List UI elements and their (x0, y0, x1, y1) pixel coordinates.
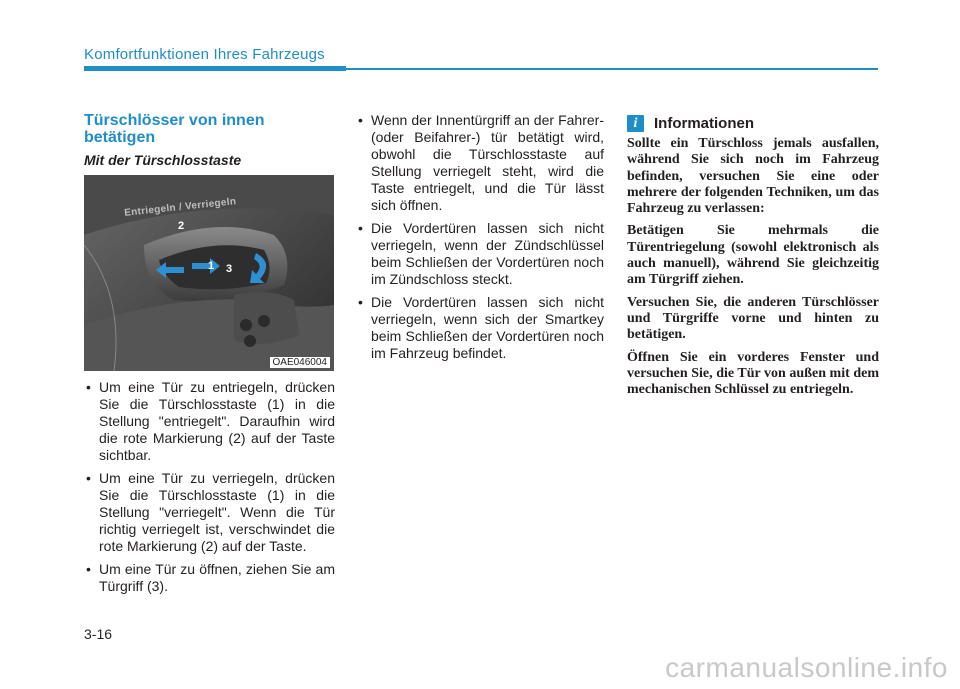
header-title: Komfortfunktionen Ihres Fahrzeugs (84, 46, 325, 63)
info-paragraph: Versuchen Sie, die anderen Türschlösser und Türgriffe vorne und hinten zu betätigen. (627, 294, 879, 343)
list-item: • Um eine Tür zu entriegeln, drücken Sie die Türschlosstaste (1) in die Stellung "entriegelt". Daraufhin wird die rote Markierung (2) auf der Taste sichtbar. (84, 379, 335, 464)
list-item: • Die Vordertüren lassen sich nicht verriegeln, wenn der Zündschlüssel beim Schließen der Vordertüren noch im Zündschloss steckt. (356, 220, 604, 288)
list-item: • Die Vordertüren lassen sich nicht verriegeln, wenn sich der Smartkey beim Schließen der Vordertüren noch im Fahrzeug befindet. (356, 294, 604, 362)
callout-1: 1 (208, 260, 215, 272)
door-lock-figure (84, 175, 334, 371)
info-body (627, 136, 879, 404)
section-title: Türschlösser von innen betätigen (84, 112, 265, 146)
figure-label: Entriegeln / Verriegeln (123, 196, 237, 219)
info-paragraph: Öffnen Sie ein vorderes Fenster und versuchen Sie, die Tür von außen mit dem mechanischen Schlüssel zu entriegeln. (627, 349, 879, 398)
subheading: Mit der Türschlosstaste (84, 152, 242, 168)
left-bullet-list (84, 379, 335, 601)
info-title: Informationen (654, 115, 754, 132)
list-item: • Wenn der Innentürgriff an der Fahrer- (oder Beifahrer-) tür betätigt wird, obwohl die Türschlosstaste auf Stellung verriegelt steht, wird die Taste entriegelt, und die Tür lässt sich öffnen. (356, 112, 604, 214)
header-rule-thin (346, 68, 878, 70)
info-heading (627, 115, 754, 132)
header-rule-thick (84, 66, 346, 71)
figure-code: OAE046004 (270, 357, 331, 368)
callout-2: 2 (178, 220, 185, 232)
info-paragraph: Sollte ein Türschloss jemals ausfallen, während Sie sich noch im Fahrzeug befinden, versuchen Sie eine oder mehrere der folgenden Techniken, um das Fahrzeug zu verlassen: (627, 136, 879, 217)
watermark: carmanualsonline.info (665, 652, 948, 683)
middle-bullet-list (356, 112, 604, 368)
list-item: • Um eine Tür zu verriegeln, drücken Sie die Türschlosstaste (1) in die Stellung "verriegelt". Wenn die Tür richtig verriegelt ist, verschwindet die rote Markierung (2) auf der Taste. (84, 470, 335, 555)
info-icon: i (627, 115, 644, 132)
info-paragraph: Betätigen Sie mehrmals die Türentriegelung (sowohl elektronisch als auch manuell), während Sie gleichzeitig am Türgriff ziehen. (627, 223, 879, 288)
page-number: 3-16 (84, 626, 113, 642)
callout-3: 3 (226, 263, 233, 275)
list-item: • Um eine Tür zu öffnen, ziehen Sie am Türgriff (3). (84, 561, 335, 595)
